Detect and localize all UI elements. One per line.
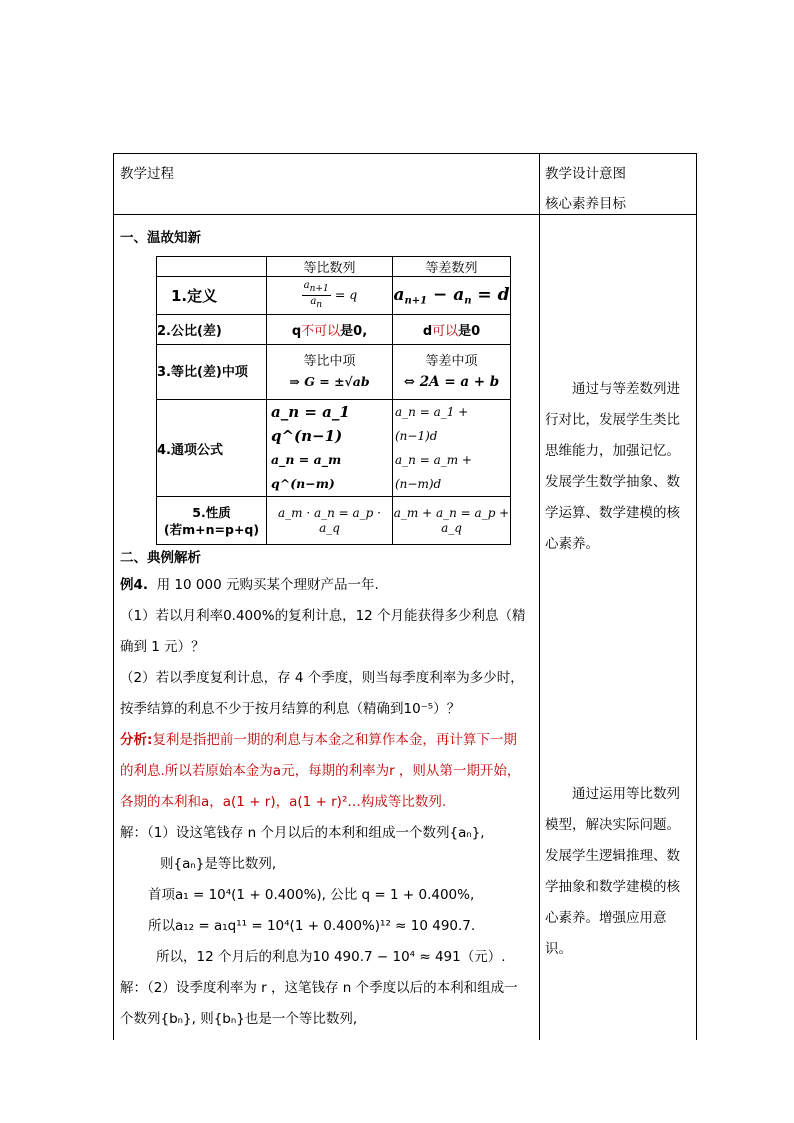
question-2-line-2: 按季结算的利息不少于按月结算的利息（精确到10⁻⁵）？ <box>120 701 461 717</box>
column-divider <box>539 153 540 1040</box>
header-core-literacy: 核心素养目标 <box>545 196 626 212</box>
section-examples-title: 二、典例解析 <box>120 550 201 566</box>
geo-property: a_m · a_n = a_p · a_q <box>267 497 393 545</box>
ari-general-term: a_n = a_1 + (n−1)d a_n = a_m + (n−m)d <box>393 400 511 497</box>
row-label-general-term: 4.通项公式 <box>157 400 267 497</box>
design-note-application: 通过运用等比数列 模型，解决实际问题。 发展学生逻辑推理、数 学抽象和数学建模的核 心素养。增强应用意识。 <box>545 786 680 957</box>
analysis-line-2: 的利息.所以若原始本金为a元，每期的利率为r ，则从第一期开始， <box>120 763 521 779</box>
header-divider <box>113 214 697 215</box>
ari-definition: $a_{n+1} - a_n = d$ <box>393 277 511 315</box>
solution-1-line-2: 则{aₙ}是等比数列, <box>160 856 277 872</box>
geo-general-term: a_n = a_1 q^(n−1) a_n = a_m q^(n−m) <box>267 400 393 497</box>
row-label-middle-term: 3.等比(差)中项 <box>157 345 267 400</box>
ari-difference: d可以是0 <box>393 315 511 345</box>
solution-1-line-5: 所以，12 个月后的利息为10 490.7 − 10⁴ ≈ 491（元）. <box>156 949 506 965</box>
corner-cell <box>157 257 267 277</box>
question-2-line-1: （2）若以季度复利计息，存 4 个季度，则当每季度利率为多少时， <box>120 670 524 686</box>
geo-ratio: q不可以是0, <box>267 315 393 345</box>
header-teaching-process: 教学过程 <box>120 166 174 182</box>
solution-2-line-1: 解：（2）设季度利率为 r ，这笔钱存 n 个季度以后的本利和组成一 <box>120 980 518 996</box>
col-header-arithmetic: 等差数列 <box>393 257 511 277</box>
geo-middle-term: 等比中项 ⇒ G = ±√ab <box>267 345 393 400</box>
analysis-line-3: 各期的本利和a，a(1 + r)，a(1 + r)²…构成等比数列. <box>120 794 447 810</box>
solution-1-line-1: 解：（1）设这笔钱存 n 个月以后的本利和组成一个数列{aₙ}, <box>120 825 485 841</box>
question-1-line-1: （1）若以月利率0.400%的复利计息，12 个月能获得多少利息（精 <box>120 608 526 624</box>
design-note-comparison: 通过与等差数列进 行对比，发展学生类比 思维能力，加强记忆。 发展学生数学抽象、数 学运算、数学建模的核 心素养。 <box>545 381 680 552</box>
example-intro: 例4. 用 10 000 元购买某个理财产品一年. <box>120 577 379 593</box>
col-header-geometric: 等比数列 <box>267 257 393 277</box>
row-label-ratio: 2.公比(差) <box>157 315 267 345</box>
analysis-line-1: 分析:复利是指把前一期的利息与本金之和算作本金，再计算下一期 <box>120 732 517 748</box>
row-label-definition: 1.定义 <box>157 277 267 315</box>
row-label-property: 5.性质 (若m+n=p+q) <box>157 497 267 545</box>
ari-property: a_m + a_n = a_p + a_q <box>393 497 511 545</box>
example-body <box>120 570 536 1035</box>
section-review-title: 一、温故知新 <box>120 230 201 246</box>
question-1-line-2: 确到 1 元）？ <box>120 639 205 655</box>
header-design-intent: 教学设计意图 <box>545 166 626 182</box>
solution-2-line-2: 个数列{bₙ}, 则{bₙ}也是一个等比数列, <box>120 1011 358 1027</box>
ari-middle-term: 等差中项 ⇔ 2A = a + b <box>393 345 511 400</box>
solution-1-line-3: 首项a₁ = 10⁴(1 + 0.400%), 公比 q = 1 + 0.400%, <box>148 887 475 903</box>
solution-1-line-4: 所以a₁₂ = a₁q¹¹ = 10⁴(1 + 0.400%)¹² ≈ 10 490.7. <box>148 918 476 934</box>
geo-definition: $\frac{a_{n+1}}{a_n}$ = q <box>267 277 393 315</box>
comparison-table <box>156 256 511 545</box>
